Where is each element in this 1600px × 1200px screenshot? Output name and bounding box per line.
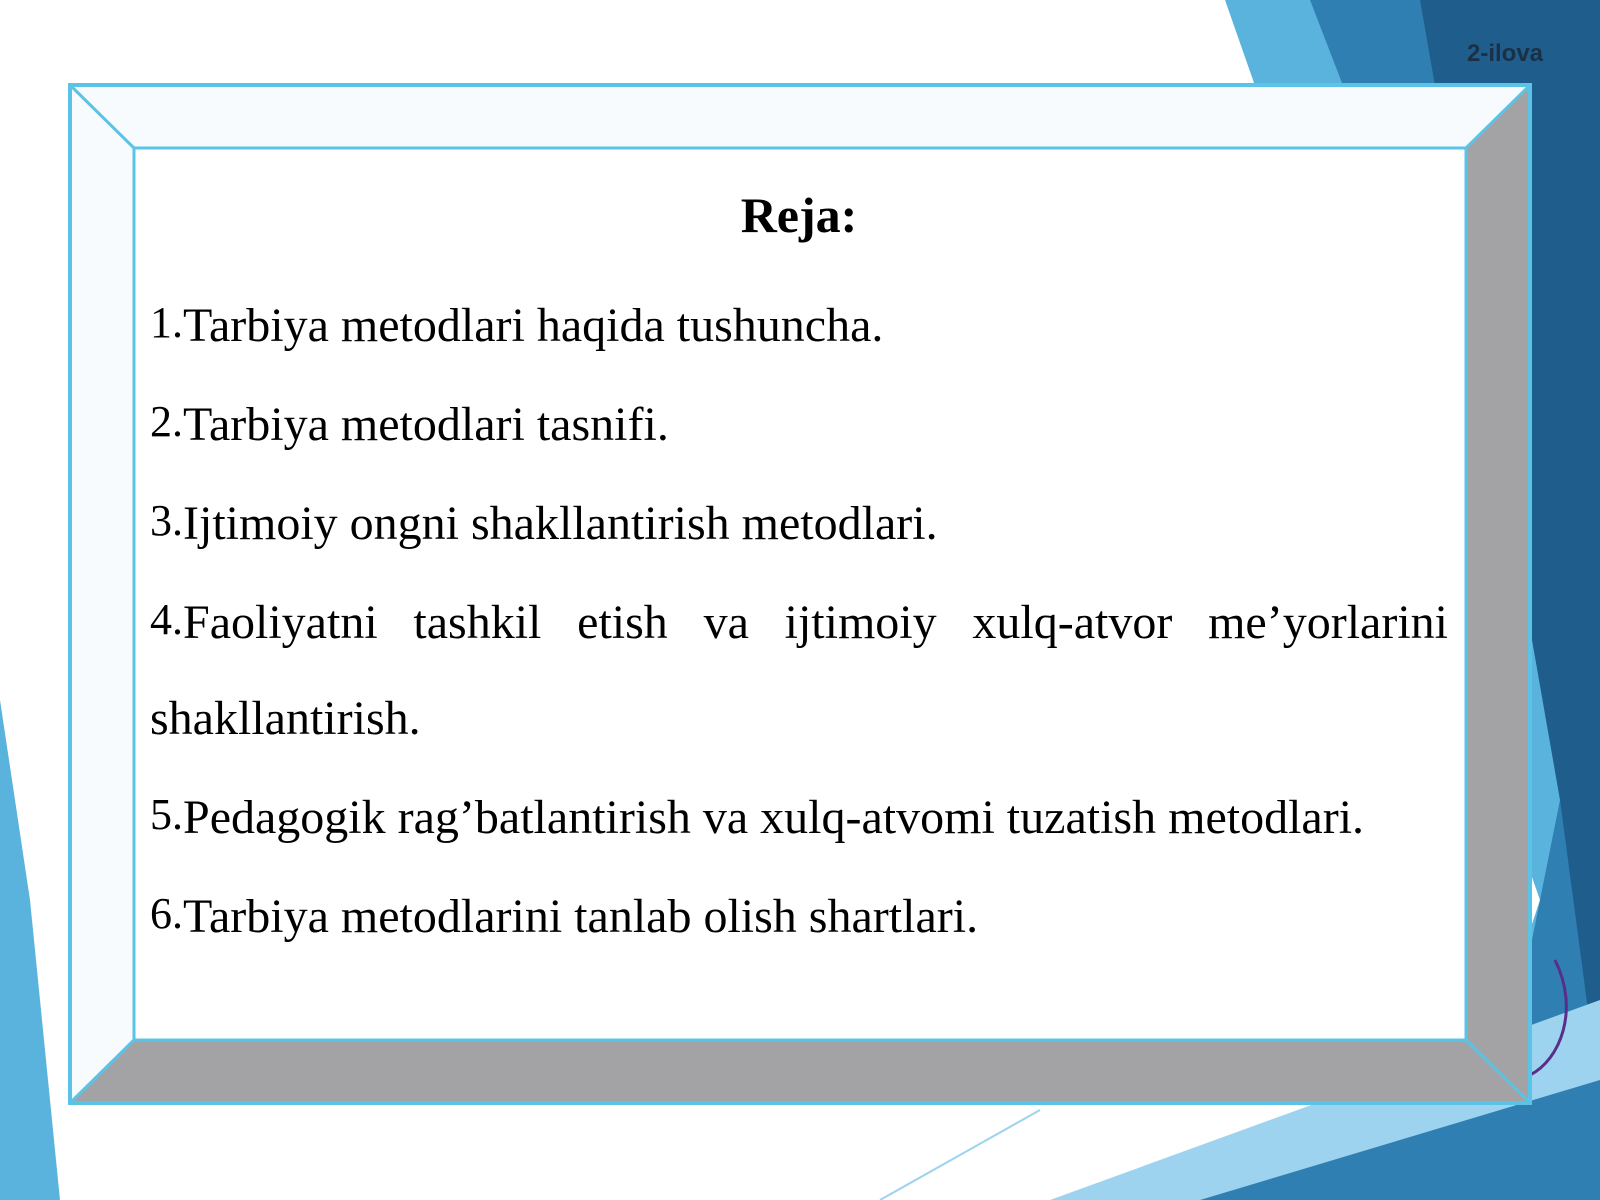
plan-item-5	[150, 767, 1448, 866]
plan-item-1	[150, 275, 1448, 374]
plan-title: Reja:	[740, 187, 858, 243]
plan-item-number: 2.	[150, 397, 183, 446]
bevel-right	[1466, 85, 1530, 1103]
bevel-top	[70, 85, 1530, 148]
plan-item-number: 6.	[150, 889, 183, 938]
bevel-left	[70, 85, 134, 1103]
plan-item-2	[150, 374, 1448, 473]
plan-item-6	[150, 866, 1448, 965]
plan-item-text: Tarbiya metodlari tasnifi.	[183, 398, 669, 451]
plan-item-number: 4.	[150, 595, 183, 644]
plan-item-text: Tarbiya metodlari haqida tushuncha.	[183, 299, 884, 352]
plan-item-text: Pedagogik rag’batlantirish va xulq-atvomi tuzatish metodlari.	[183, 791, 1365, 844]
plan-item-number: 1.	[150, 298, 183, 347]
plan-item-text: Faoliyatni tashkil etish va ijtimoiy xulq-atvor me’yorlarini shakllantirish.	[150, 596, 1448, 745]
slide-tag: 2-ilova	[1466, 40, 1544, 67]
plan-item-text: Tarbiya metodlarini tanlab olish shartlari.	[183, 890, 979, 943]
plan-item-4	[150, 572, 1448, 767]
plan-item-number: 3.	[150, 496, 183, 545]
plan-item-text: Ijtimoiy ongni shakllantirish metodlari.	[183, 497, 938, 550]
plan-content	[150, 185, 1448, 965]
bevel-bottom	[70, 1040, 1530, 1103]
plan-item-3	[150, 473, 1448, 572]
plan-item-number: 5.	[150, 790, 183, 839]
